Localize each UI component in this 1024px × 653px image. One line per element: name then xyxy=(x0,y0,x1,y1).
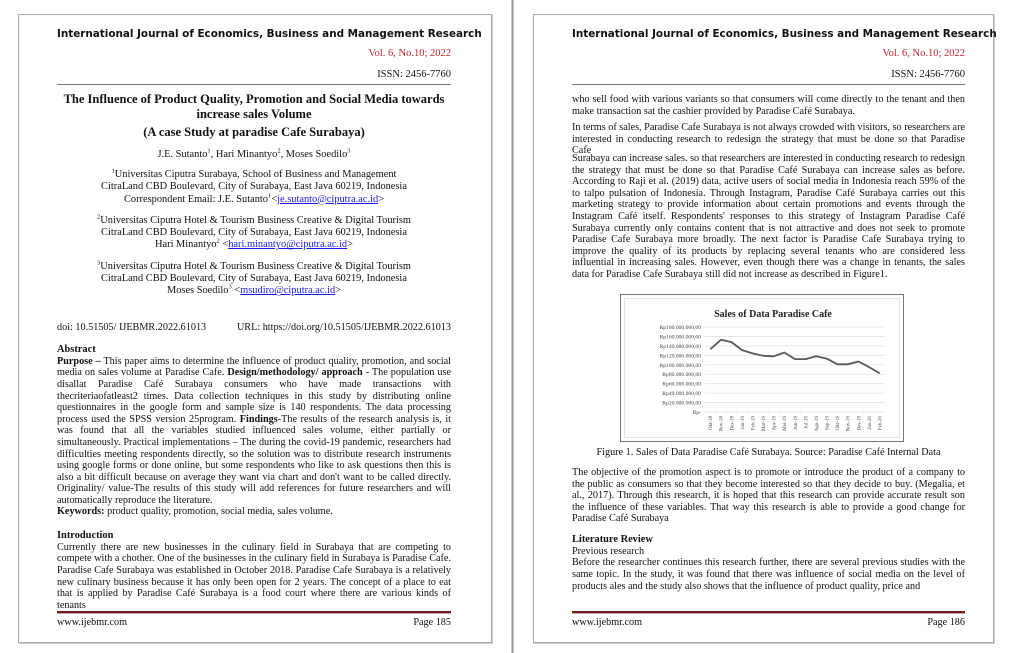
abstract-text: Purpose – This paper aims to determine the influence of product quality, promotion, and social media on sales volume at Paradise Cafe. Design/methodology/ approach - The population use disallat Paradise Café Surabaya consumers who have made transactions with thecriteriaofatleast2 times. Data collection techniques in this study by distributing online questionnaires in the google form and sample size is 140 respondents. The data processing process used the SPSS version 25program. Findings-The results of the research analysis is, it was found that all the variables studied influenced sales volume, either partially or simultaneously. Practical implementations – The during the covid-19 pandemic, researchers had difficulties meeting respondents directly, so the solution was to distribute research instruments using google forms or done online, but some respondents who like to ask questions then this is also a bit difficult because on average they want via chart and don't want to be called directly. Originality/ value-The results of this study will add references for future researchers and will automatically reproduce the literature. xyxy=(57,355,452,506)
paper-title: The Influence of Product Quality, Promotion and Social Media towards increase sales Volume xyxy=(63,92,445,121)
svg-text:Jul-19: Jul-19 xyxy=(804,416,810,429)
doi-url[interactable]: URL: https://doi.org/10.51505/IJEBMR.2022.61013 xyxy=(236,322,451,333)
paragraph: who sell food with various variants so that consumers will come directly to the tenant and then make transaction sat the cashier provided by Paradise Café Surabaya. xyxy=(572,94,965,117)
email-link-3[interactable]: msudiro@ciputra.ac.id xyxy=(240,285,336,297)
journal-title: International Journal of Economics, Business and Management Research xyxy=(57,28,482,40)
svg-text:Jan-20: Jan-20 xyxy=(867,416,873,430)
issn-label: ISSN: 2456-7760 xyxy=(891,69,965,80)
figure-caption: Figure 1. Sales of Data Paradise Café Surabaya. Source: Paradise Café Internal Data xyxy=(596,447,941,458)
email-link-2[interactable]: hari.minantyo@ciputra.ac.id xyxy=(228,239,348,251)
svg-text:Mei-19: Mei-19 xyxy=(783,416,789,431)
page-footer xyxy=(57,617,451,628)
introduction-heading: Introduction xyxy=(57,530,114,541)
footer-page-number: Page 186 xyxy=(927,617,965,628)
issn-label: ISSN: 2456-7760 xyxy=(377,69,451,80)
svg-text:Rp180.000.000,00: Rp180.000.000,00 xyxy=(659,325,701,331)
chart-title: Sales of Data Paradise Cafe xyxy=(714,309,832,320)
svg-text:Jan-19: Jan-19 xyxy=(740,416,746,430)
volume-label: Vol. 6, No.10; 2022 xyxy=(882,48,965,59)
journal-title: International Journal of Economics, Business and Management Research xyxy=(572,28,997,40)
svg-text:Rp-: Rp- xyxy=(692,410,701,416)
doi-line xyxy=(57,322,451,333)
literature-text: Before the researcher continues this research further, there are several previous studies with the same topic. In the study, it was found that there was influence of social media on the level of products ales and the study also shows that the influence of product quality, price and xyxy=(572,557,965,592)
abstract-heading: Abstract xyxy=(57,344,96,355)
introduction-text: Currently there are new businesses in the culinary field in Surabaya that are competing to compete with a chother. One of the businesses in the culinary field in Surabaya is Paradise Cafe. Paradise Cafe Surabaya was established in October 2018. Paradise Cafe Surabaya is a relatively new culinary business because it has only been open for 2 years. The concept of a place to eat that is applied by Paradise Café Surabaya is a food court where there are various kinds of tenants xyxy=(57,541,451,611)
paragraph: In terms of sales, Paradise Cafe Surabaya is not always crowded with visitors, so researchers are interested in conducting research to redesign the strategy that must be done so that Paradise Cafe xyxy=(572,122,965,157)
footer-rule xyxy=(57,611,451,614)
affiliation-3: $^3$Universitas Ciputra Hotel & Tourism Business Creative & Digital Tourism CitraLand CBD Boulevard, City of Surabaya, East Java 60219, Indonesia Moses Soedilo$^3$ <msudiro@ciputra.ac.id> xyxy=(97,259,411,297)
svg-text:Des-18: Des-18 xyxy=(730,416,736,431)
affiliation-1: $^1$Universitas Ciputra Surabaya, School of Business and Management CitraLand CBD Boulevard, City of Surabaya, East Java 60219, Indonesia Correspondent Email: J.E. Sutanto$^1$<je.sutanto@ciputra.ac.id> xyxy=(101,167,407,205)
keywords: Keywords: product quality, promotion, social media, sales volume. xyxy=(57,506,333,517)
header-rule xyxy=(572,84,965,85)
email-link-1[interactable]: je.sutanto@ciputra.ac.id xyxy=(277,193,379,205)
svg-text:Rp40.000.000,00: Rp40.000.000,00 xyxy=(662,391,701,398)
affiliation-2: $^2$Universitas Ciputra Hotel & Tourism Business Creative & Digital Tourism CitraLand CBD Boulevard, City of Surabaya, East Java 60219, Indonesia Hari Minantyo$^2$ <hari.minantyo@ciputra.ac.id> xyxy=(97,213,411,251)
svg-text:Sep-19: Sep-19 xyxy=(825,416,831,431)
literature-review xyxy=(572,534,965,592)
footer-site: www.ijebmr.com xyxy=(57,617,128,628)
paragraph: Surabaya can increase sales. so that researchers are interested in conducting research to redesign the strategy that must be done so that Paradise Café Surabaya can increase sales as before. According to Raji et al. (2019) data, active users of social media in Indonesia reach 59% of the to talpo pulsation of Indonesia. Through Instagram, Paradise Café Surabaya carries out this marketing strategy to provide information about certain promotions and events through the Instagram Café itself. Respondents' responses to this strategy of Instagram Paradise Café Surabaya currently only contains content that is not attractive and does not seek to promote Paradise Cafe Surabaya more broadly. The next factor is Paradise Cafe Surabaya trying to improve the quality of its products by replacing several tenants who are considered less influential in increasing sales. However, even though there was a change in tenants, the sales data for Paradise Cafe Surabaya still did not increase as described in Figure1. xyxy=(572,153,965,280)
svg-text:Rp80.000.000,00: Rp80.000.000,00 xyxy=(662,372,701,379)
abstract xyxy=(57,344,451,507)
svg-text:Rp20.000.000,00: Rp20.000.000,00 xyxy=(662,400,701,407)
svg-text:Jun-19: Jun-19 xyxy=(793,416,799,430)
svg-text:Agu-19: Agu-19 xyxy=(814,416,820,432)
svg-text:Okt-18: Okt-18 xyxy=(709,416,715,431)
paragraph: The objective of the promotion aspect is to promote or introduce the product of a company to the public as consumers so that they become interested so that they decide to buy. (Megalia, et al., 2017). Through this research, it is hoped that this research can provide accurate result son the influence of these variables. That way this research is able to provide a good change for Paradise Café Surabaya xyxy=(572,467,965,525)
footer-rule xyxy=(572,611,965,614)
svg-text:Rp60.000.000,00: Rp60.000.000,00 xyxy=(662,381,701,388)
header-rule xyxy=(57,84,451,85)
svg-text:Rp140.000.000,00: Rp140.000.000,00 xyxy=(659,343,701,350)
svg-text:Rp120.000.000,00: Rp120.000.000,00 xyxy=(659,353,701,360)
sales-series-line xyxy=(710,340,879,374)
page-footer xyxy=(572,617,965,628)
figure-1-chart xyxy=(620,294,904,442)
svg-text:Rp100.000.000,00: Rp100.000.000,00 xyxy=(659,362,701,369)
svg-text:Des-19: Des-19 xyxy=(857,416,863,431)
page-gutter-line xyxy=(512,0,513,653)
paper-subtitle: (A case Study at paradise Cafe Surabaya) xyxy=(143,125,365,139)
svg-text:Nov-18: Nov-18 xyxy=(719,416,725,432)
doi: doi: 10.51505/ IJEBMR.2022.61013 xyxy=(57,322,207,333)
title-block xyxy=(57,92,451,298)
sales-line-chart xyxy=(625,299,901,439)
svg-text:Mar-19: Mar-19 xyxy=(762,416,768,431)
svg-text:Feb-19: Feb-19 xyxy=(751,416,757,431)
footer-site: www.ijebmr.com xyxy=(572,617,643,628)
svg-text:Rp160.000.000,00: Rp160.000.000,00 xyxy=(659,334,701,341)
author-list: J.E. Sutanto$^1$, Hari Minantyo$^2$, Moses Soedilo$^3$ xyxy=(157,147,351,160)
literature-review-heading: Literature Review xyxy=(572,534,653,545)
literature-subheading: Previous research xyxy=(572,545,645,557)
volume-label: Vol. 6, No.10; 2022 xyxy=(368,48,451,59)
introduction xyxy=(57,530,451,611)
page-185 xyxy=(18,14,492,643)
svg-text:Nov-19: Nov-19 xyxy=(846,416,852,432)
page-186 xyxy=(533,14,997,643)
svg-text:Feb-20: Feb-20 xyxy=(878,416,884,431)
svg-text:Apr-19: Apr-19 xyxy=(772,416,778,431)
svg-text:Okt-19: Okt-19 xyxy=(836,416,842,431)
footer-page-number: Page 185 xyxy=(413,617,451,628)
